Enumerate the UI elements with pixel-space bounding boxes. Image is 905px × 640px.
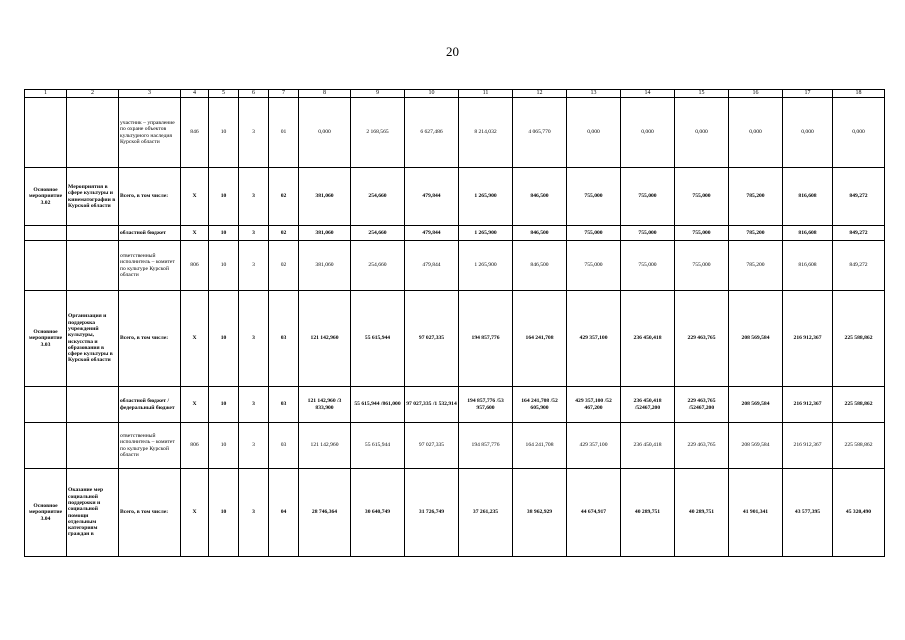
amount-cell: 194 857,776 /53 957,600 (459, 387, 513, 423)
subprogram-code-cell: 3 (239, 98, 269, 168)
table-row (25, 168, 885, 226)
column-header: 14 (621, 90, 675, 98)
section-code-cell: 10 (209, 387, 239, 423)
amount-cell: 479,844 (405, 168, 459, 226)
amount-cell: 479,844 (405, 226, 459, 241)
amount-cell: 236 450,418 (621, 291, 675, 387)
amount-cell: 381,060 (299, 168, 351, 226)
column-header: 5 (209, 90, 239, 98)
amount-cell: 816,608 (783, 241, 833, 291)
column-header: 13 (567, 90, 621, 98)
event-number-cell: 04 (269, 469, 299, 557)
subprogram-code-cell: 3 (239, 469, 269, 557)
table-row (25, 423, 885, 469)
section-code-cell: 10 (209, 168, 239, 226)
amount-cell: 755,000 (567, 168, 621, 226)
amount-cell: 97 027,335 (405, 291, 459, 387)
amount-cell: 229 463,765 /52467,200 (675, 387, 729, 423)
amount-cell: 55 615,944 (351, 423, 405, 469)
amount-cell: 216 912,367 (783, 423, 833, 469)
section-code-cell: 10 (209, 469, 239, 557)
event-number-cell: 03 (269, 291, 299, 387)
grbs-code-cell: 806 (181, 423, 209, 469)
event-number-cell: 03 (269, 387, 299, 423)
table-row (25, 226, 885, 241)
amount-cell: 229 463,765 (675, 423, 729, 469)
amount-cell: 216 912,367 (783, 387, 833, 423)
event-code-cell (25, 387, 67, 423)
section-code-cell: 10 (209, 226, 239, 241)
amount-cell: 225 588,862 (833, 291, 885, 387)
event-number-cell: 02 (269, 168, 299, 226)
amount-cell: 0,000 (675, 98, 729, 168)
grbs-code-cell: X (181, 291, 209, 387)
amount-cell: 785,200 (729, 168, 783, 226)
event-name-cell: Оказание мер социальной поддержки и социальной помощи отдельным категориям граждан в (67, 469, 119, 557)
section-code-cell: 10 (209, 98, 239, 168)
amount-cell: 755,000 (675, 168, 729, 226)
amount-cell: 37 261,235 (459, 469, 513, 557)
amount-cell: 0,000 (567, 98, 621, 168)
amount-cell: 479,844 (405, 241, 459, 291)
amount-cell: 755,000 (567, 226, 621, 241)
subprogram-code-cell: 3 (239, 423, 269, 469)
event-code-cell: Основное мероприятие 3.02 (25, 168, 67, 226)
amount-cell: 236 450,418 /52467,200 (621, 387, 675, 423)
amount-cell: 194 857,776 (459, 423, 513, 469)
amount-cell: 38 962,929 (513, 469, 567, 557)
amount-cell: 30 640,749 (351, 469, 405, 557)
amount-cell: 6 627,486 (405, 98, 459, 168)
event-number-cell: 02 (269, 241, 299, 291)
amount-cell: 254,660 (351, 168, 405, 226)
amount-cell: 0,000 (621, 98, 675, 168)
amount-cell: 43 577,395 (783, 469, 833, 557)
amount-cell: 208 569,584 (729, 387, 783, 423)
amount-cell: 28 746,364 (299, 469, 351, 557)
amount-cell: 121 142,960 /3 833,900 (299, 387, 351, 423)
amount-cell: 97 027,335 /1 532,914 (405, 387, 459, 423)
table-row (25, 98, 885, 168)
amount-cell: 41 901,341 (729, 469, 783, 557)
funding-source-cell: Всего, в том числе: (119, 291, 181, 387)
funding-source-cell: участник – управление по охране объектов культурного наследия Курской области (119, 98, 181, 168)
amount-cell: 254,660 (351, 226, 405, 241)
column-header: 2 (67, 90, 119, 98)
funding-source-cell: областной бюджет /федеральный бюджет (119, 387, 181, 423)
funding-source-cell: Всего, в том числе: (119, 168, 181, 226)
amount-cell: 755,000 (675, 226, 729, 241)
event-code-cell: Основное мероприятие 3.04 (25, 469, 67, 557)
column-header: 15 (675, 90, 729, 98)
event-name-cell (67, 387, 119, 423)
funding-source-cell: ответственный исполнитель – комитет по культуре Курской области (119, 423, 181, 469)
amount-cell: 164 241,708 /52 605,900 (513, 387, 567, 423)
column-header: 17 (783, 90, 833, 98)
column-header: 3 (119, 90, 181, 98)
section-code-cell: 10 (209, 291, 239, 387)
column-header: 9 (351, 90, 405, 98)
subprogram-code-cell: 3 (239, 387, 269, 423)
amount-cell: 4 065,770 (513, 98, 567, 168)
column-header-row (25, 90, 885, 98)
event-number-cell: 02 (269, 226, 299, 241)
amount-cell: 0,000 (783, 98, 833, 168)
grbs-code-cell: X (181, 387, 209, 423)
table-row (25, 387, 885, 423)
amount-cell: 121 142,960 (299, 423, 351, 469)
amount-cell: 429 357,100 (567, 291, 621, 387)
grbs-code-cell: X (181, 226, 209, 241)
grbs-code-cell: 806 (181, 241, 209, 291)
column-header: 4 (181, 90, 209, 98)
column-header: 18 (833, 90, 885, 98)
event-name-cell (67, 226, 119, 241)
amount-cell: 45 320,490 (833, 469, 885, 557)
event-name-cell (67, 98, 119, 168)
amount-cell: 216 912,367 (783, 291, 833, 387)
amount-cell: 44 674,917 (567, 469, 621, 557)
event-name-cell: Мероприятия в сфере культуры и кинематографии в Курской области (67, 168, 119, 226)
amount-cell: 755,000 (621, 168, 675, 226)
column-header: 8 (299, 90, 351, 98)
amount-cell: 164 241,708 (513, 291, 567, 387)
grbs-code-cell: X (181, 168, 209, 226)
amount-cell: 55 615,944 /861,000 (351, 387, 405, 423)
funding-source-cell: ответственный исполнитель – комитет по культуре Курской области (119, 241, 181, 291)
column-header: 10 (405, 90, 459, 98)
funding-source-cell: областной бюджет (119, 226, 181, 241)
amount-cell: 40 289,751 (621, 469, 675, 557)
amount-cell: 236 450,418 (621, 423, 675, 469)
subprogram-code-cell: 3 (239, 226, 269, 241)
amount-cell: 229 463,765 (675, 291, 729, 387)
event-code-cell (25, 241, 67, 291)
grbs-code-cell: X (181, 469, 209, 557)
amount-cell: 846,500 (513, 241, 567, 291)
column-header: 7 (269, 90, 299, 98)
amount-cell: 254,660 (351, 241, 405, 291)
grbs-code-cell: 846 (181, 98, 209, 168)
event-code-cell (25, 226, 67, 241)
event-name-cell (67, 241, 119, 291)
amount-cell: 2 168,565 (351, 98, 405, 168)
amount-cell: 381,060 (299, 241, 351, 291)
page-number: 20 (446, 44, 459, 59)
amount-cell: 785,200 (729, 241, 783, 291)
table-row (25, 241, 885, 291)
amount-cell: 785,200 (729, 226, 783, 241)
table-row (25, 469, 885, 557)
amount-cell: 846,500 (513, 168, 567, 226)
amount-cell: 816,608 (783, 168, 833, 226)
amount-cell: 429 357,100 (567, 423, 621, 469)
amount-cell: 40 289,751 (675, 469, 729, 557)
amount-cell: 97 027,335 (405, 423, 459, 469)
amount-cell: 755,000 (675, 241, 729, 291)
section-code-cell: 10 (209, 423, 239, 469)
event-code-cell (25, 98, 67, 168)
subprogram-code-cell: 3 (239, 168, 269, 226)
amount-cell: 381,060 (299, 226, 351, 241)
column-header: 11 (459, 90, 513, 98)
amount-cell: 849,272 (833, 226, 885, 241)
amount-cell: 849,272 (833, 241, 885, 291)
event-code-cell (25, 423, 67, 469)
budget-table (24, 89, 885, 557)
event-name-cell (67, 423, 119, 469)
column-header: 12 (513, 90, 567, 98)
amount-cell: 55 615,944 (351, 291, 405, 387)
column-header: 6 (239, 90, 269, 98)
amount-cell: 121 142,960 (299, 291, 351, 387)
amount-cell: 208 569,584 (729, 291, 783, 387)
amount-cell: 225 588,862 (833, 387, 885, 423)
amount-cell: 31 726,749 (405, 469, 459, 557)
column-header: 1 (25, 90, 67, 98)
amount-cell: 0,000 (729, 98, 783, 168)
amount-cell: 0,000 (299, 98, 351, 168)
amount-cell: 1 265,900 (459, 168, 513, 226)
subprogram-code-cell: 3 (239, 291, 269, 387)
event-name-cell: Организация и поддержка учреждений культуры, искусства и образования в сфере культуры в Курской области (67, 291, 119, 387)
funding-source-cell: Всего, в том числе: (119, 469, 181, 557)
amount-cell: 755,000 (621, 241, 675, 291)
event-number-cell: 01 (269, 98, 299, 168)
subprogram-code-cell: 3 (239, 241, 269, 291)
column-header: 16 (729, 90, 783, 98)
event-code-cell: Основное мероприятие 3.03 (25, 291, 67, 387)
amount-cell: 816,608 (783, 226, 833, 241)
amount-cell: 1 265,900 (459, 241, 513, 291)
amount-cell: 429 357,100 /52 467,200 (567, 387, 621, 423)
amount-cell: 755,000 (567, 241, 621, 291)
amount-cell: 164 241,708 (513, 423, 567, 469)
amount-cell: 0,000 (833, 98, 885, 168)
event-number-cell: 03 (269, 423, 299, 469)
amount-cell: 846,500 (513, 226, 567, 241)
table-row (25, 291, 885, 387)
amount-cell: 755,000 (621, 226, 675, 241)
amount-cell: 208 569,584 (729, 423, 783, 469)
amount-cell: 8 214,032 (459, 98, 513, 168)
amount-cell: 849,272 (833, 168, 885, 226)
section-code-cell: 10 (209, 241, 239, 291)
amount-cell: 1 265,900 (459, 226, 513, 241)
amount-cell: 225 588,862 (833, 423, 885, 469)
amount-cell: 194 857,776 (459, 291, 513, 387)
